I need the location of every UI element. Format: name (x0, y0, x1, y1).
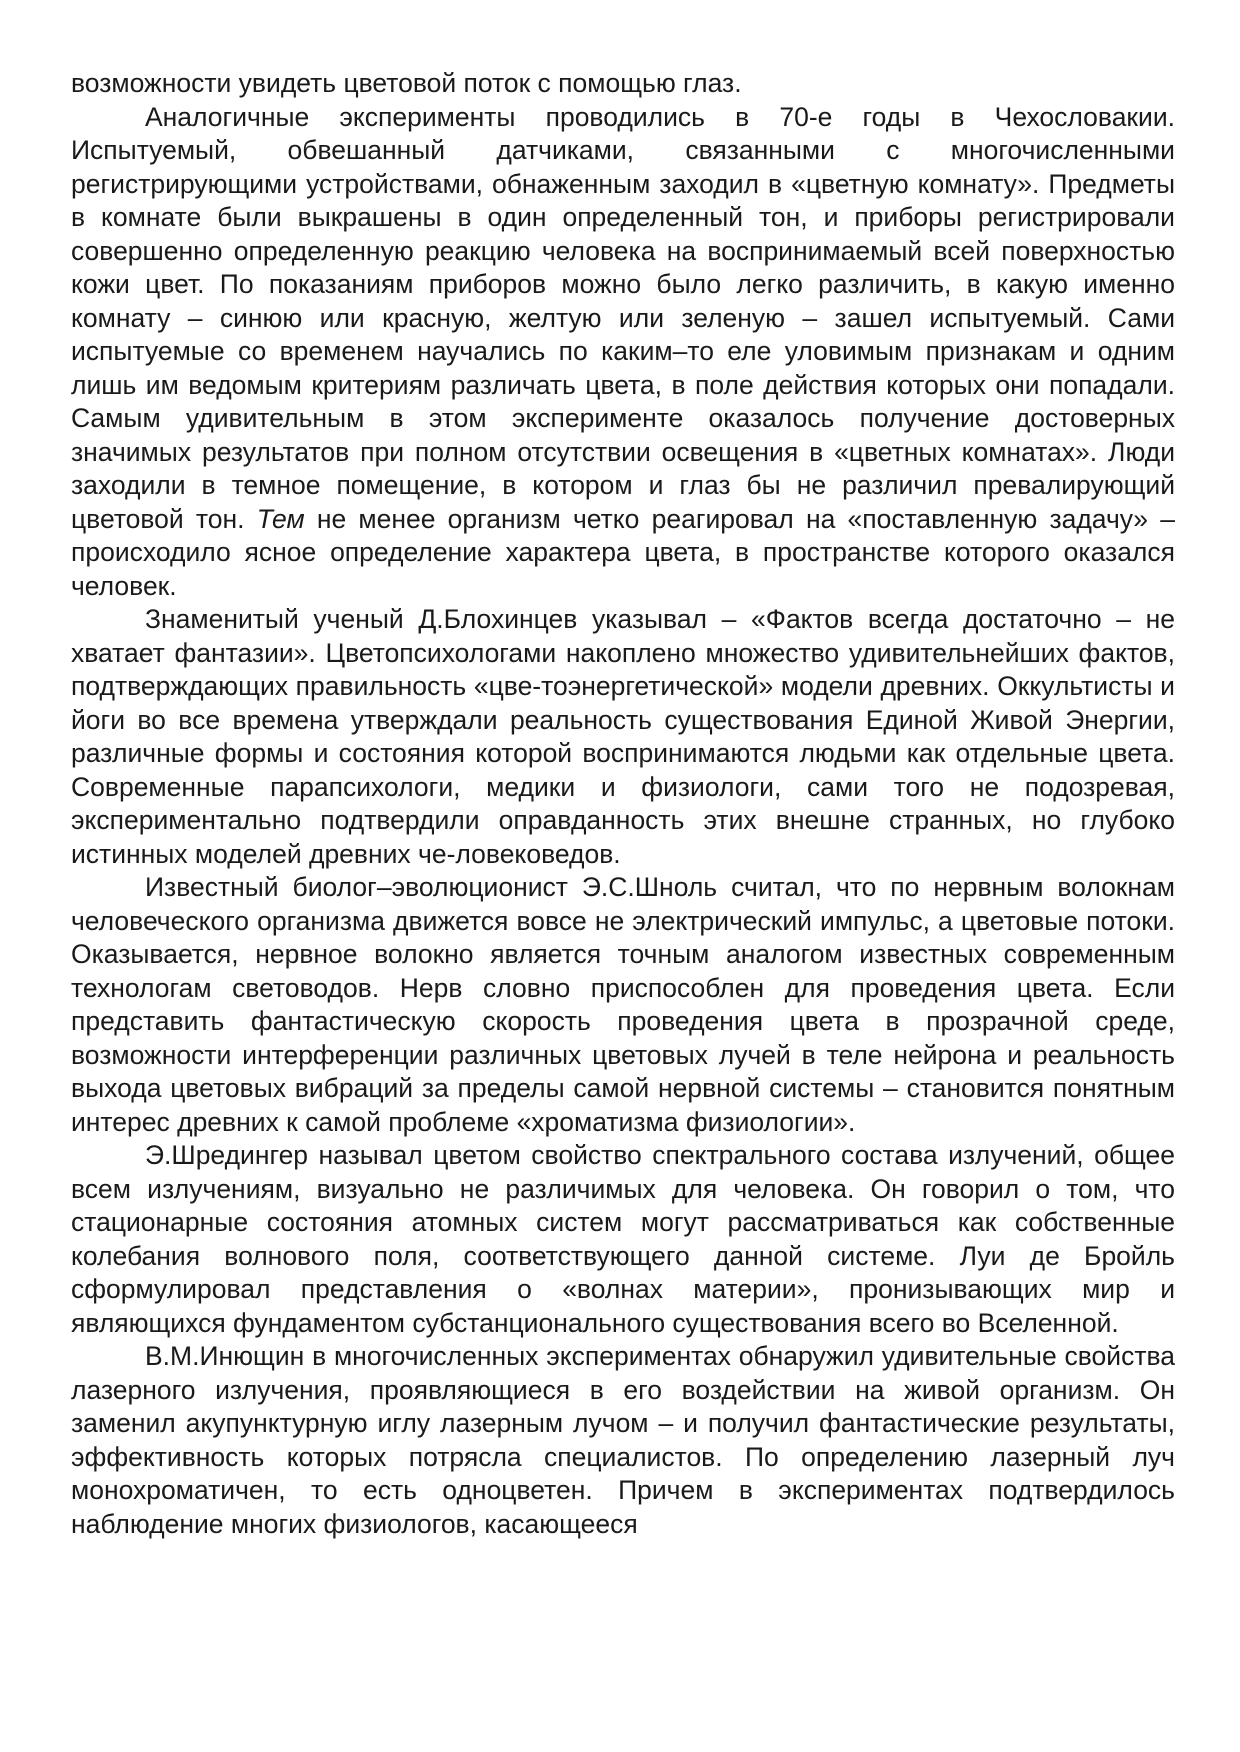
paragraph-shnol (71, 871, 1175, 1139)
paragraph-text: Э.Шредингер называл цветом свойство спектрального состава излучений, общее всем излучениям, визуально не различимых для человека. Он говорил о том, что стационарные состояния атомных систем могут рассматриваться как собственные колебания волнового поля, соответствующего данной системе. Луи де Бройль сформулировал представления о «волнах материи», пронизывающих мир и являющихся фундаментом субстанционального существования всего во Вселенной. (71, 1140, 1175, 1338)
paragraph-text: Известный биолог–эволюционист Э.С.Шноль считал, что по нервным волокнам человеческого организма движется вовсе не электрический импульс, а цветовые потоки. Оказывается, нервное волокно является точным аналогом известных современным технологам световодов. Нерв словно приспособлен для проведения цвета. Если представить фантастическую скорость проведения цвета в прозрачной среде, возможности интерференции различных цветовых лучей в теле нейрона и реальность выхода цветовых вибраций за пределы самой нервной системы – становится понятным интерес древних к самой проблеме «хроматизма физиологии». (71, 872, 1175, 1137)
paragraph-czech-experiments (71, 101, 1175, 604)
paragraph-text: возможности увидеть цветовой поток с помощью глаз. (71, 68, 742, 98)
paragraph-text-tail: не менее организм четко реагировал на «поставленную задачу» – происходило ясное определение характера цвета, в пространстве которого оказался человек. (71, 503, 1175, 601)
paragraph-continuation (71, 67, 1175, 101)
paragraph-text: Знаменитый ученый Д.Блохинцев указывал – «Фактов всегда достаточно – не хватает фантазии». Цветопсихологами накоплено множество удивительнейших фактов, подтверждающих правильность «цве-тоэнергетической» модели древних. Оккультисты и йоги во все времена утверждали реальность существования Единой Живой Энергии, различные формы и состояния которой воспринимаются людьми как отдельные цвета. Современные парапсихологи, медики и физиологи, сами того не подозревая, экспериментально подтвердили оправданность этих внешне странных, но глубоко истинных моделей древних че-ловековедов. (71, 604, 1175, 869)
paragraph-blokhintsev (71, 603, 1175, 871)
paragraph-text: В.М.Инющин в многочисленных экспериментах обнаружил удивительные свойства лазерного излучения, проявляющиеся в его воздействии на живой организм. Он заменил акупунктурную иглу лазерным лучом – и получил фантастические результаты, эффективность которых потрясла специалистов. По определению лазерный луч монохроматичен, то есть одноцветен. Причем в экспериментах подтвердилось наблюдение многих физиологов, касающееся (71, 1341, 1175, 1539)
paragraph-text: Аналогичные эксперименты проводились в 70-е годы в Чехословакии. Испытуемый, обвешанный датчиками, связанными с многочисленными регистрирующими устройствами, обнаженным заходил в «цветную комнату». Предметы в комнате были выкрашены в один определенный тон, и приборы регистрировали совершенно определенную реакцию человека на воспринимаемый всей поверхностью кожи цвет. По показаниям приборов можно было легко различить, в какую именно комнату – синюю или красную, желтую или зеленую – зашел испытуемый. Сами испытуемые со временем научались по каким–то еле уловимым признакам и одним лишь им ведомым критериям различать цвета, в поле действия которых они попадали. Самым удивительным в этом эксперименте оказалось получение достоверных значимых результатов при полном отсутствии освещения в «цветных комнатах». Люди заходили в темное помещение, в котором и глаз бы не различил превалирующий цветовой тон. (71, 101, 1175, 534)
paragraph-inyushin (71, 1340, 1175, 1541)
paragraph-schrodinger (71, 1139, 1175, 1340)
document-page (71, 67, 1175, 1541)
italic-word: Тем (256, 503, 305, 534)
